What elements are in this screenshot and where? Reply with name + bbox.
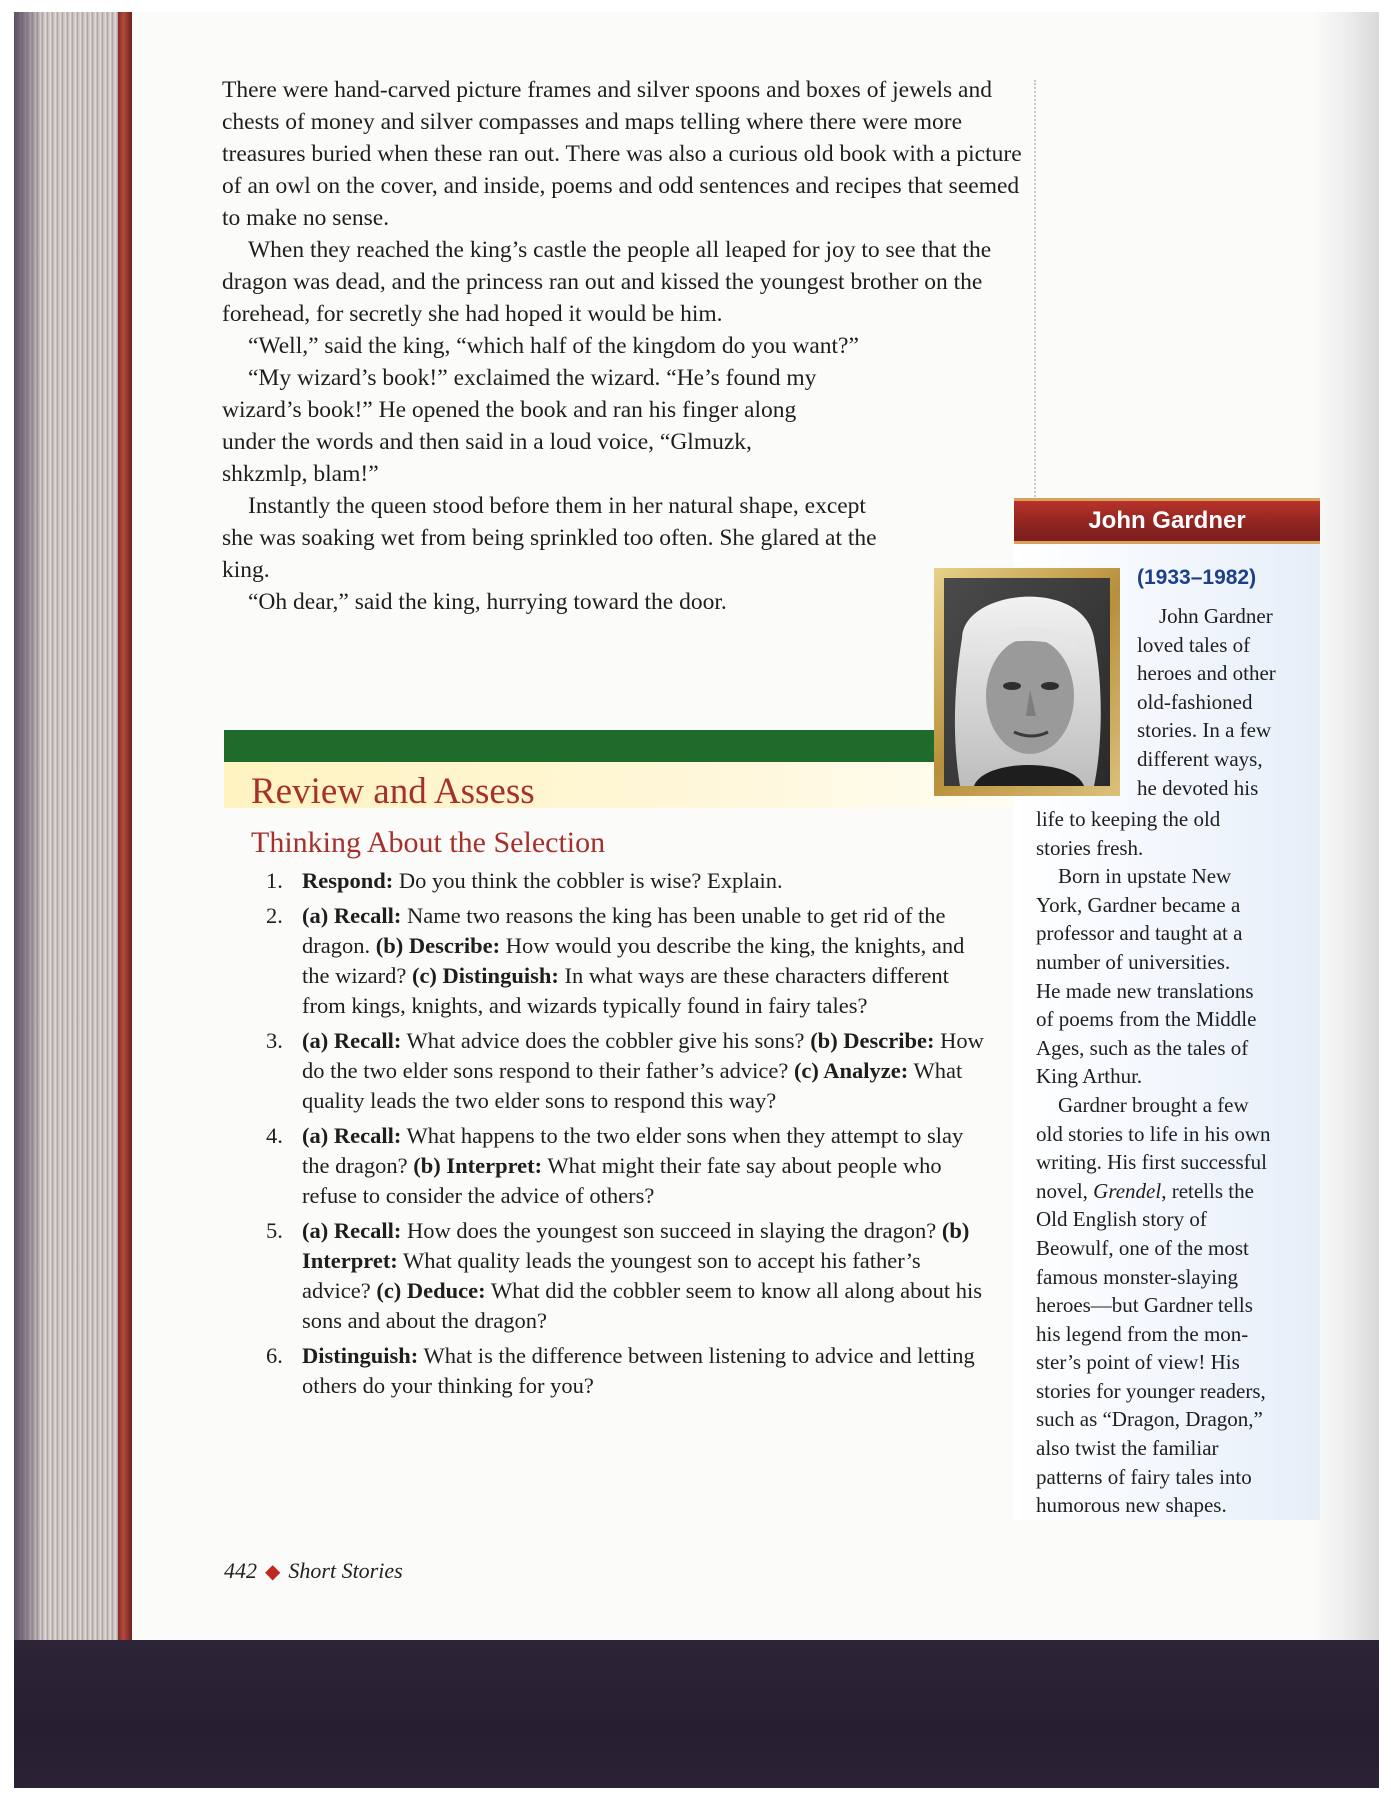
page-gutter-shadow (1312, 12, 1379, 1642)
bio-line: loved tales of (1137, 632, 1251, 657)
question-item (266, 1216, 986, 1336)
thinking-subtitle: Thinking About the Selection (251, 826, 606, 859)
question-text: How does the youngest son succeed in slaying the dragon? (401, 1218, 942, 1243)
bio-line: number of universities. (1036, 949, 1231, 974)
question-label: (b) Describe: (375, 933, 501, 958)
bio-line: John Gardner (1159, 604, 1273, 628)
story-text (222, 74, 1022, 618)
bio-text-narrow (1137, 602, 1317, 802)
question-label: (a) Recall: (302, 903, 402, 928)
story-paragraph: “Well,” said the king, “which half of the kingdom do you want?” (248, 333, 859, 359)
story-paragraph: When they reached the king’s castle the people all leaped for joy to see that the dragon was dead, and the princess ran out and kissed the youngest brother on the forehead, for secretly she had hoped it would be him. (222, 237, 992, 327)
bio-line: professor and taught at a (1036, 921, 1243, 946)
question-text: Do you think the cobbler is wise? Explain. (393, 868, 783, 893)
author-portrait (944, 578, 1110, 786)
author-name-header: John Gardner (1014, 498, 1320, 544)
question-item (266, 1121, 986, 1211)
bio-line: stories for younger readers, (1036, 1378, 1266, 1403)
bio-line: Beowulf, one of the most (1036, 1235, 1249, 1260)
bio-line: stories. In a few (1137, 718, 1272, 743)
bio-line: Ages, such as the tales of (1036, 1035, 1249, 1060)
page-number: 442 (224, 1558, 257, 1583)
column-divider (1034, 80, 1036, 500)
bio-line: life to keeping the old (1036, 807, 1221, 831)
bio-line: ster’s point of view! His (1036, 1350, 1240, 1375)
question-list (266, 866, 986, 1406)
bio-line: patterns of fairy tales into (1036, 1464, 1252, 1489)
question-number: 5. (266, 1218, 283, 1243)
story-paragraph: There were hand-carved picture frames and silver spoons and boxes of jewels and chests of money and silver compasses and maps telling where there were more treasures buried when these ran out. There was also a curious old book with a picture of an owl on the cover, and inside, poems and odd sentences and recipes that seemed to make no sense. (222, 77, 1022, 231)
bio-line: of poems from the Middle (1036, 1007, 1257, 1032)
question-label: (c) Analyze: (793, 1058, 909, 1083)
question-item (266, 866, 986, 896)
bio-line: different ways, (1137, 746, 1263, 771)
question-label: (a) Recall: (302, 1028, 402, 1053)
question-label: (c) Deduce: (376, 1278, 486, 1303)
bio-line: novel, Grendel, retells the (1036, 1178, 1254, 1203)
bio-line: famous monster-slaying (1036, 1264, 1238, 1289)
question-item (266, 1026, 986, 1116)
question-item (266, 901, 986, 1021)
bio-line: humorous new shapes. (1036, 1493, 1227, 1518)
bio-text-wide (1036, 805, 1318, 1520)
diamond-icon: ◆ (265, 1561, 281, 1583)
question-text: What happens to the two elder sons when they attempt to slay the dragon? (302, 1123, 964, 1178)
bio-line: Old English story of (1036, 1207, 1207, 1232)
bio-line: He made new translations (1036, 978, 1254, 1003)
bio-line: writing. His first successful (1036, 1150, 1267, 1175)
bio-line: he devoted his (1137, 775, 1259, 800)
question-label: (a) Recall: (302, 1123, 402, 1148)
question-label: Distinguish: (302, 1343, 419, 1368)
story-paragraph: “Oh dear,” said the king, hurrying toward the door. (248, 589, 727, 615)
story-paragraph: “My wizard’s book!” exclaimed the wizard. “He’s found my wizard’s book!” He opened the book and ran his finger along under the words and then said in a loud voice, “Glmuzk, shkzmlp, blam!” (222, 365, 817, 487)
review-section-bar (224, 730, 936, 762)
question-number: 1. (266, 868, 283, 893)
question-label: (a) Recall: (302, 1218, 402, 1243)
bio-line: Born in upstate New (1058, 864, 1232, 889)
question-number: 4. (266, 1123, 283, 1148)
bio-line: old-fashioned (1137, 689, 1253, 714)
page-footer (224, 1558, 403, 1584)
question-label: (c) Distinguish: (411, 963, 559, 988)
question-label: (b) Interpret: (413, 1153, 543, 1178)
question-label: (b) Describe: (810, 1028, 935, 1053)
story-paragraph: Instantly the queen stood before them in her natural shape, except she was soaking wet from being sprinkled too often. She glared at the king. (222, 493, 877, 583)
bio-line: stories fresh. (1036, 835, 1144, 860)
question-text: Name two reasons the king has been unable to get rid of the dragon. (302, 903, 946, 958)
book-title: Grendel (1093, 1178, 1162, 1203)
question-number: 2. (266, 903, 283, 928)
question-text: In what ways are these characters different from kings, knights, and wizards typically found in fairy tales? (302, 963, 949, 1018)
question-number: 3. (266, 1028, 283, 1053)
question-text: What advice does the cobbler give his sons? (401, 1028, 811, 1053)
question-label: Respond: (302, 868, 394, 893)
author-portrait-frame (934, 568, 1120, 796)
question-number: 6. (266, 1343, 283, 1368)
book-binding (118, 12, 132, 1642)
question-text: What quality leads the two elder sons to respond this way? (302, 1058, 963, 1113)
review-title: Review and Assess (251, 771, 535, 812)
bio-line: his legend from the mon- (1036, 1321, 1249, 1346)
question-item (266, 1341, 986, 1401)
question-label: (b) Interpret: (302, 1218, 970, 1273)
author-dates: (1933–1982) (1137, 566, 1257, 589)
section-name: Short Stories (288, 1558, 403, 1583)
question-text: What might their fate say about people who refuse to consider the advice of others? (302, 1153, 942, 1208)
bio-line: Gardner brought a few (1058, 1092, 1249, 1117)
question-text: What quality leads the youngest son to accept his father’s advice? (302, 1248, 921, 1303)
bio-line: York, Gardner became a (1036, 892, 1241, 917)
scanner-bed (14, 1640, 1379, 1788)
bio-line: heroes and other (1137, 661, 1276, 686)
bio-line: King Arthur. (1036, 1064, 1143, 1089)
bio-line: old stories to life in his own (1036, 1121, 1271, 1146)
question-text: What did the cobbler seem to know all along about his sons and about the dragon? (302, 1278, 983, 1333)
question-text: How do the two elder sons respond to their father’s advice? (302, 1028, 984, 1083)
question-text: What is the difference between listening to advice and letting others do your thinking for you? (302, 1343, 975, 1398)
author-portrait-drawing (944, 578, 1110, 786)
book-page-edges (14, 12, 132, 1642)
bio-line: such as “Dragon, Dragon,” (1036, 1407, 1263, 1432)
bio-line: also twist the familiar (1036, 1436, 1219, 1461)
bio-line: heroes—but Gardner tells (1036, 1293, 1253, 1318)
question-text: How would you describe the king, the knights, and the wizard? (302, 933, 965, 988)
